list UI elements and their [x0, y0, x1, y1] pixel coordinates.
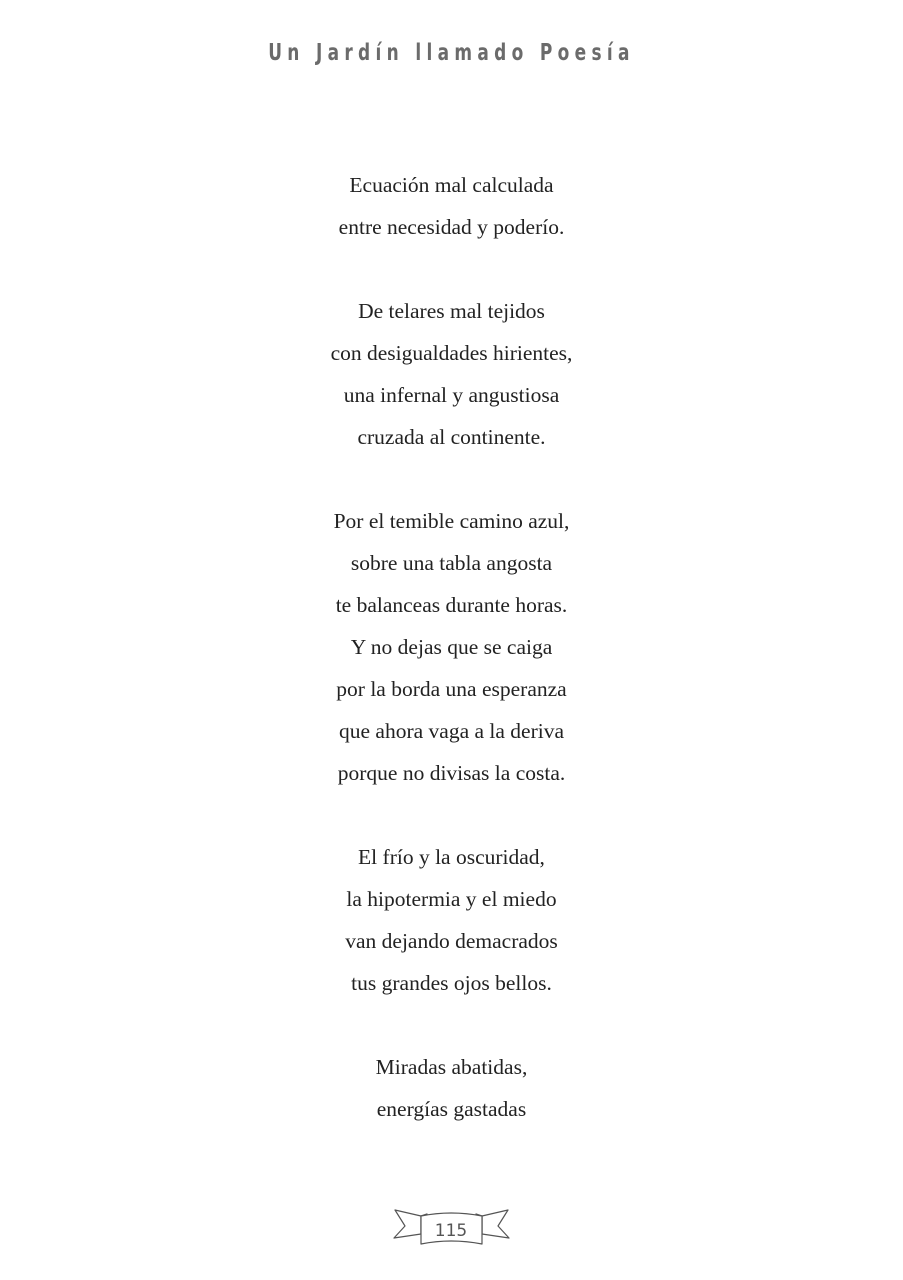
stanza-1 — [0, 164, 903, 248]
poem-line: entre necesidad y poderío. — [338, 215, 565, 239]
running-title: Un Jardín llamado Poesía — [268, 40, 635, 66]
poem-line: te balanceas durante horas. — [335, 593, 568, 617]
poem-line: energías gastadas — [376, 1097, 527, 1121]
poem-line: la hipotermia y el miedo — [346, 887, 557, 911]
stanza-4 — [0, 836, 903, 1004]
stanza-2 — [0, 290, 903, 458]
poem-line: una infernal y angustiosa — [343, 383, 560, 407]
poem-line: Y no dejas que se caiga — [350, 635, 553, 659]
poem-line: con desigualdades hirientes, — [330, 341, 573, 365]
poem-line: sobre una tabla angosta — [350, 551, 553, 575]
poem-line: Ecuación mal calculada — [349, 173, 554, 197]
poem-line: Por el temible camino azul, — [333, 509, 570, 533]
poem-body — [0, 164, 903, 1172]
poem-line: porque no divisas la costa. — [337, 761, 566, 785]
page-number: 115 — [434, 1221, 468, 1241]
stanza-5 — [0, 1046, 903, 1130]
poem-line: que ahora vaga a la deriva — [338, 719, 565, 743]
poem-line: tus grandes ojos bellos. — [351, 971, 552, 995]
poem-line: por la borda una esperanza — [336, 677, 567, 701]
poem-line: El frío y la oscuridad, — [358, 845, 545, 869]
poem-line: cruzada al continente. — [357, 425, 546, 449]
poem-line: Miradas abatidas, — [375, 1055, 528, 1079]
poem-line: van dejando demacrados — [345, 929, 558, 953]
stanza-3 — [0, 500, 903, 794]
poem-line: De telares mal tejidos — [358, 299, 545, 323]
